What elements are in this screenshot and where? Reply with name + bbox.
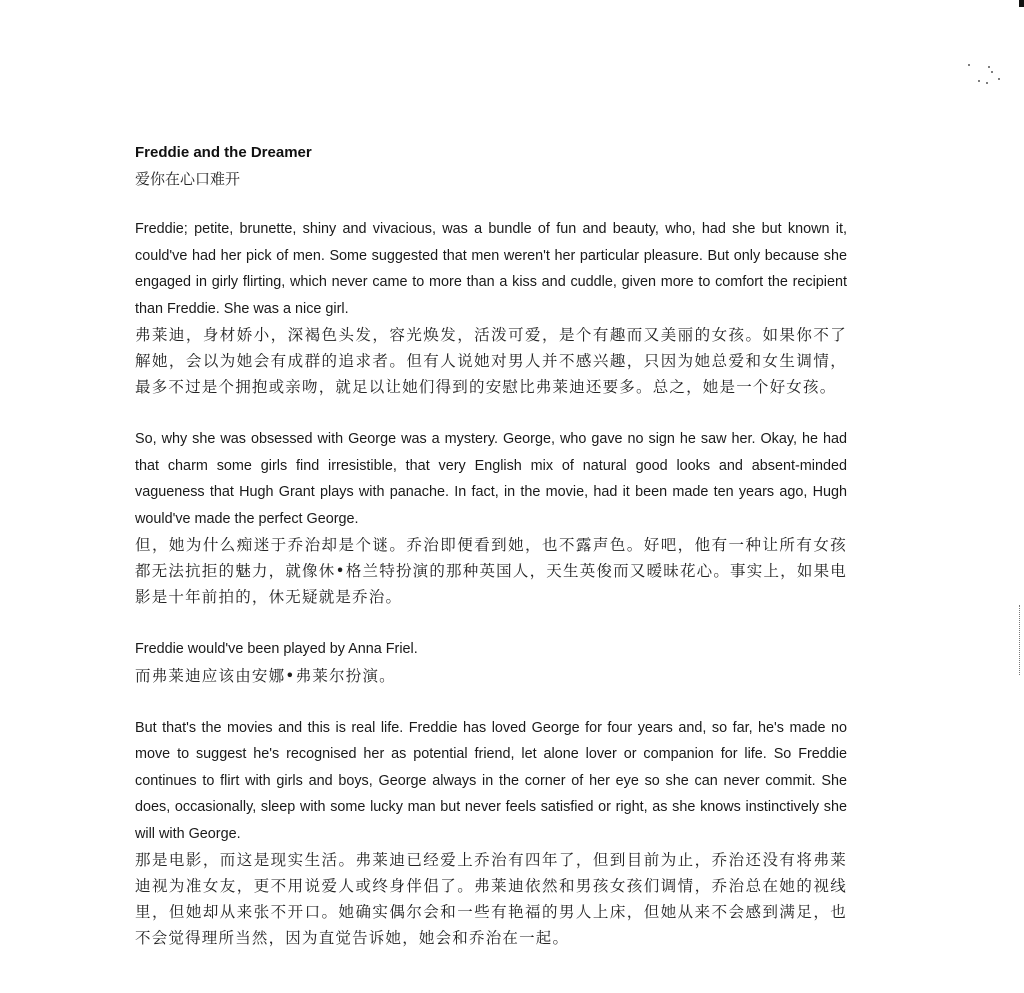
scan-artifact-dots xyxy=(964,62,1004,92)
document-body xyxy=(135,140,847,977)
document-title-chinese: 爱你在心口难开 xyxy=(135,170,241,188)
paragraph-3 xyxy=(135,636,847,689)
paragraph-english: Freddie would've been played by Anna Friel. xyxy=(135,641,418,657)
scan-artifact-corner xyxy=(1019,0,1024,7)
paragraph-chinese: 但，她为什么痴迷于乔治却是个谜。乔治即便看到她，也不露声色。好吧，他有一种让所有女孩都无法抗拒的魅力，就像休•格兰特扮演的那种英国人，天生英俊而又暧昧花心。事实上，如果电影是十年前拍的，休无疑就是乔治。 xyxy=(135,536,847,606)
document-title: Freddie and the Dreamer xyxy=(135,144,312,161)
paragraph-chinese: 那是电影，而这是现实生活。弗莱迪已经爱上乔治有四年了，但到目前为止，乔治还没有将弗莱迪视为准女友，更不用说爱人或终身伴侣了。弗莱迪依然和男孩女孩们调情，乔治总在她的视线里，但她却从来张不开口。她确实偶尔会和一些有艳福的男人上床，但她从来不会感到满足，也不会觉得理所当然，因为直觉告诉她，她会和乔治在一起。 xyxy=(135,851,847,947)
paragraph-english: So, why she was obsessed with George was a mystery. George, who gave no sign he saw her. Okay, he had that charm some girls find irresistible, that very English mix of natural good looks and absent-minded vagueness that Hugh Grant plays with panache. In fact, in the movie, had it been made ten years ago, Hugh would've made the perfect George. xyxy=(135,431,847,527)
paragraph-1 xyxy=(135,216,847,400)
paragraph-chinese: 而弗莱迪应该由安娜•弗莱尔扮演。 xyxy=(135,666,396,685)
paragraph-2 xyxy=(135,426,847,610)
paragraph-english: Freddie; petite, brunette, shiny and vivacious, was a bundle of fun and beauty, who, had she but known it, could've had her pick of men. Some suggested that men weren't her particular pleasure. But only because she engaged in girly flirting, which never came to more than a kiss and cuddle, given more to comfort the recipient than Freddie. She was a nice girl. xyxy=(135,221,847,317)
paragraph-chinese: 弗莱迪，身材娇小，深褐色头发，容光焕发，活泼可爱，是个有趣而又美丽的女孩。如果你不了解她，会以为她会有成群的追求者。但有人说她对男人并不感兴趣，只因为她总爱和女生调情，最多不过是个拥抱或亲吻，就足以让她们得到的安慰比弗莱迪还要多。总之，她是一个好女孩。 xyxy=(135,326,847,396)
scan-artifact-edge xyxy=(1019,605,1022,675)
paragraph-4 xyxy=(135,715,847,952)
paragraph-english: But that's the movies and this is real life. Freddie has loved George for four years and, so far, he's made no move to suggest he's recognised her as potential friend, let alone lover or companion for life. So Freddie continues to flirt with girls and boys, George always in the corner of her eye so she can never commit. She does, occasionally, sleep with some lucky man but never feels satisfied or right, as she knows instinctively she will with George. xyxy=(135,719,847,842)
